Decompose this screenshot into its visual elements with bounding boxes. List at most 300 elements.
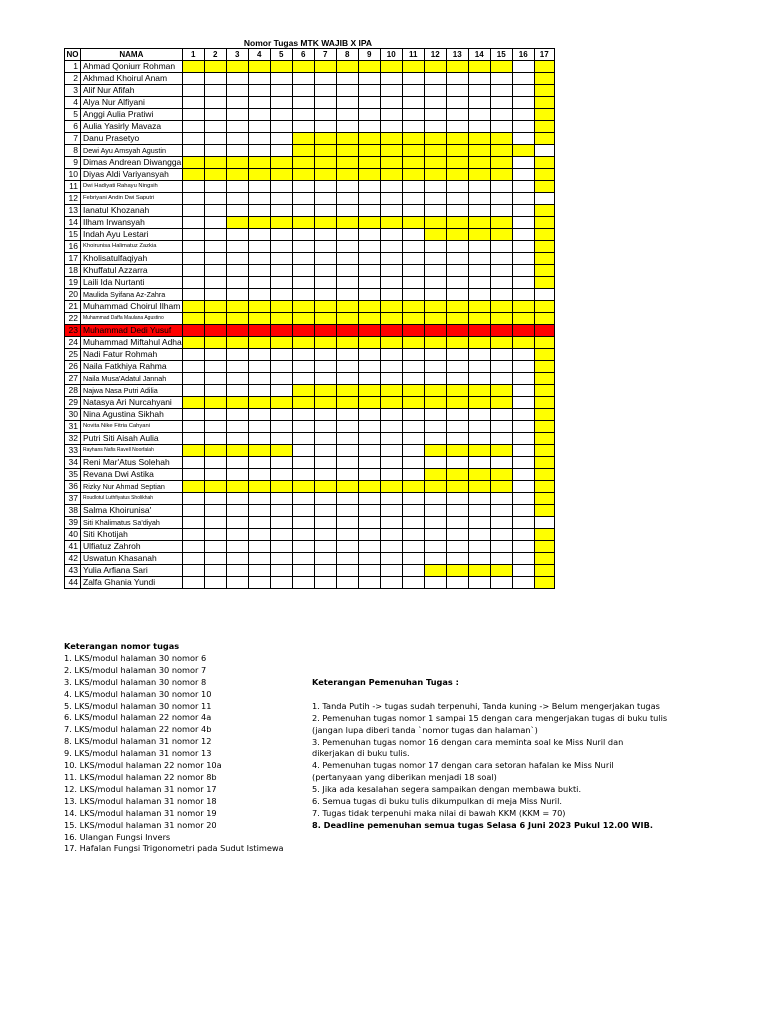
student-name: Muhammad Daffa Maulana Agustino (81, 313, 183, 325)
task-status-cell (468, 73, 490, 85)
task-status-cell (380, 373, 402, 385)
task-status-cell (512, 61, 534, 73)
task-status-cell (336, 409, 358, 421)
student-number: 24 (65, 337, 81, 349)
task-status-cell (446, 193, 468, 205)
task-status-cell (314, 241, 336, 253)
task-legend-item: 15. LKS/modul halaman 31 nomor 20 (64, 819, 217, 830)
task-status-cell (314, 205, 336, 217)
task-status-cell (336, 265, 358, 277)
task-status-cell (468, 229, 490, 241)
task-status-cell (446, 409, 468, 421)
task-status-cell (336, 541, 358, 553)
student-row (65, 61, 555, 73)
task-status-cell (182, 469, 204, 481)
task-status-cell (358, 337, 380, 349)
task-status-cell (534, 445, 554, 457)
task-status-cell (512, 241, 534, 253)
task-status-cell (512, 553, 534, 565)
student-row (65, 313, 555, 325)
task-status-cell (248, 553, 270, 565)
task-status-cell (446, 205, 468, 217)
task-status-cell (314, 181, 336, 193)
task-status-cell (204, 517, 226, 529)
task-status-cell (490, 325, 512, 337)
task-status-cell (292, 337, 314, 349)
task-status-cell (314, 553, 336, 565)
student-name: Ianatul Khozanah (81, 205, 183, 217)
task-status-cell (270, 157, 292, 169)
task-legend-item: 1. LKS/modul halaman 30 nomor 6 (64, 652, 207, 663)
task-status-cell (248, 289, 270, 301)
student-row (65, 181, 555, 193)
task-status-cell (534, 61, 554, 73)
task-status-cell (468, 97, 490, 109)
task-status-cell (182, 97, 204, 109)
student-name: Laili Ida Nurtanti (81, 277, 183, 289)
task-status-cell (204, 409, 226, 421)
task-status-cell (292, 301, 314, 313)
task-status-cell (424, 157, 446, 169)
task-status-cell (490, 481, 512, 493)
task-status-cell (534, 313, 554, 325)
task-status-cell (490, 301, 512, 313)
task-status-cell (292, 289, 314, 301)
task-status-cell (402, 265, 424, 277)
student-row (65, 193, 555, 205)
task-status-cell (534, 217, 554, 229)
student-row (65, 301, 555, 313)
task-status-cell (336, 301, 358, 313)
task-status-cell (534, 577, 554, 589)
task-status-cell (314, 433, 336, 445)
task-status-cell (402, 577, 424, 589)
task-status-cell (534, 277, 554, 289)
task-status-cell (490, 133, 512, 145)
task-status-cell (314, 313, 336, 325)
task-status-cell (446, 313, 468, 325)
task-status-cell (380, 313, 402, 325)
task-status-cell (446, 529, 468, 541)
task-status-cell (292, 181, 314, 193)
task-status-cell (380, 541, 402, 553)
task-status-cell (402, 361, 424, 373)
student-row (65, 577, 555, 589)
task-status-cell (468, 121, 490, 133)
task-status-cell (248, 73, 270, 85)
task-status-cell (292, 97, 314, 109)
task-status-cell (380, 145, 402, 157)
task-status-cell (358, 241, 380, 253)
task-status-cell (512, 529, 534, 541)
student-name: Rayhans Nafis Ravell Noorfalah (81, 445, 183, 457)
task-status-cell (468, 325, 490, 337)
task-status-cell (512, 565, 534, 577)
task-status-cell (226, 61, 248, 73)
task-status-cell (248, 325, 270, 337)
rule-item: 5. Jika ada kesalahan segera sampaikan dengan membawa bukti. (312, 784, 582, 795)
task-status-cell (204, 301, 226, 313)
task-status-cell (204, 277, 226, 289)
task-status-cell (270, 301, 292, 313)
task-status-cell (292, 133, 314, 145)
task-status-cell (424, 553, 446, 565)
task-legend-item: 12. LKS/modul halaman 31 nomor 17 (64, 783, 217, 794)
task-status-cell (402, 409, 424, 421)
task-status-cell (292, 85, 314, 97)
task-status-cell (292, 325, 314, 337)
student-number: 10 (65, 169, 81, 181)
task-status-cell (204, 373, 226, 385)
task-status-cell (490, 529, 512, 541)
task-status-cell (424, 529, 446, 541)
task-status-cell (226, 469, 248, 481)
task-status-cell (512, 433, 534, 445)
task-status-cell (358, 517, 380, 529)
task-status-cell (204, 565, 226, 577)
student-number: 28 (65, 385, 81, 397)
task-status-cell (490, 205, 512, 217)
task-status-cell (468, 457, 490, 469)
task-status-cell (424, 313, 446, 325)
task-legend-item: 13. LKS/modul halaman 31 nomor 18 (64, 795, 217, 806)
task-legend-heading: Keterangan nomor tugas (64, 641, 180, 651)
student-name: Muhammad Choirul Ilham (81, 301, 183, 313)
task-status-cell (182, 361, 204, 373)
task-status-cell (182, 277, 204, 289)
task-status-cell (446, 421, 468, 433)
student-number: 11 (65, 181, 81, 193)
student-number: 16 (65, 241, 81, 253)
task-status-cell (468, 373, 490, 385)
task-status-cell (446, 433, 468, 445)
task-status-cell (424, 493, 446, 505)
task-status-cell (270, 181, 292, 193)
task-status-cell (270, 169, 292, 181)
task-status-cell (402, 565, 424, 577)
task-status-cell (226, 349, 248, 361)
task-status-cell (380, 217, 402, 229)
task-status-cell (226, 169, 248, 181)
task-status-cell (424, 397, 446, 409)
task-status-cell (226, 97, 248, 109)
task-status-cell (424, 205, 446, 217)
task-status-cell (248, 241, 270, 253)
student-number: 7 (65, 133, 81, 145)
task-status-cell (204, 337, 226, 349)
task-status-cell (336, 109, 358, 121)
student-row (65, 325, 555, 337)
task-status-cell (490, 61, 512, 73)
student-row (65, 169, 555, 181)
task-status-cell (446, 133, 468, 145)
task-status-cell (512, 205, 534, 217)
task-status-cell (468, 109, 490, 121)
task-status-cell (204, 193, 226, 205)
task-status-cell (292, 445, 314, 457)
task-status-cell (512, 289, 534, 301)
task-status-cell (292, 277, 314, 289)
task-status-cell (248, 253, 270, 265)
task-status-cell (248, 577, 270, 589)
task-status-cell (248, 409, 270, 421)
task-status-cell (292, 253, 314, 265)
task-status-cell (204, 289, 226, 301)
task-legend-item: 16. Ulangan Fungsi Invers (64, 831, 171, 842)
task-status-table (64, 48, 555, 589)
task-status-cell (358, 229, 380, 241)
task-status-cell (534, 253, 554, 265)
task-status-cell (248, 181, 270, 193)
task-status-cell (490, 241, 512, 253)
task-status-cell (490, 97, 512, 109)
task-status-cell (336, 73, 358, 85)
student-row (65, 289, 555, 301)
task-status-cell (270, 265, 292, 277)
task-status-cell (226, 205, 248, 217)
task-status-cell (424, 409, 446, 421)
task-status-cell (204, 325, 226, 337)
rule-item: 1. Tanda Putih -> tugas sudah terpenuhi, Tanda kuning -> Belum mengerjakan tugas (312, 700, 660, 711)
task-status-cell (402, 517, 424, 529)
task-status-cell (446, 493, 468, 505)
task-status-cell (358, 109, 380, 121)
student-row (65, 529, 555, 541)
task-status-cell (226, 505, 248, 517)
task-status-cell (446, 457, 468, 469)
task-status-cell (182, 205, 204, 217)
student-name: Maulida Syifana Az-Zahra (81, 289, 183, 301)
task-status-cell (226, 481, 248, 493)
student-name: Danu Prasetyo (81, 133, 183, 145)
task-status-cell (446, 577, 468, 589)
task-status-cell (336, 421, 358, 433)
rule-item: (jangan lupa diberi tanda `nomor tugas dan halaman`) (312, 724, 538, 735)
student-name: Diyas Aldi Variyansyah (81, 169, 183, 181)
task-status-cell (468, 469, 490, 481)
task-status-cell (314, 97, 336, 109)
task-status-cell (182, 385, 204, 397)
task-status-cell (468, 553, 490, 565)
rule-item: 2. Pemenuhan tugas nomor 1 sampai 15 dengan cara mengerjakan tugas di buku tulis (312, 712, 668, 723)
task-status-cell (380, 181, 402, 193)
task-status-cell (270, 397, 292, 409)
task-status-cell (490, 493, 512, 505)
task-status-cell (490, 193, 512, 205)
task-status-cell (358, 493, 380, 505)
task-status-cell (226, 157, 248, 169)
task-status-cell (380, 445, 402, 457)
task-status-cell (336, 157, 358, 169)
student-row (65, 445, 555, 457)
task-status-cell (314, 121, 336, 133)
task-status-cell (358, 469, 380, 481)
task-status-cell (446, 337, 468, 349)
task-status-cell (402, 241, 424, 253)
task-status-cell (270, 553, 292, 565)
task-status-cell (380, 73, 402, 85)
student-name: Aulia Yasirly Mavaza (81, 121, 183, 133)
task-status-cell (336, 361, 358, 373)
task-status-cell (270, 193, 292, 205)
task-status-cell (358, 553, 380, 565)
task-status-cell (182, 157, 204, 169)
task-status-cell (226, 565, 248, 577)
task-status-cell (446, 265, 468, 277)
task-status-cell (226, 577, 248, 589)
task-status-cell (204, 397, 226, 409)
task-status-cell (182, 301, 204, 313)
student-name: Naila Fatkhiya Rahma (81, 361, 183, 373)
column-header-task-2: 2 (204, 49, 226, 61)
task-status-cell (402, 181, 424, 193)
student-number: 34 (65, 457, 81, 469)
student-number: 12 (65, 193, 81, 205)
task-status-cell (336, 565, 358, 577)
task-status-cell (534, 181, 554, 193)
task-legend-item: 7. LKS/modul halaman 22 nomor 4b (64, 724, 212, 735)
task-status-cell (446, 553, 468, 565)
task-status-cell (512, 385, 534, 397)
task-status-cell (182, 85, 204, 97)
task-status-cell (204, 469, 226, 481)
student-row (65, 121, 555, 133)
student-name: Zalfa Ghania Yundi (81, 577, 183, 589)
task-status-cell (490, 313, 512, 325)
task-status-cell (358, 133, 380, 145)
task-status-cell (402, 529, 424, 541)
task-status-cell (424, 541, 446, 553)
task-legend-item: 6. LKS/modul halaman 22 nomor 4a (64, 712, 212, 723)
task-status-cell (380, 85, 402, 97)
task-status-cell (468, 145, 490, 157)
student-name: Salma Khoirunisa' (81, 505, 183, 517)
task-status-cell (292, 361, 314, 373)
student-number: 29 (65, 397, 81, 409)
task-legend-item: 3. LKS/modul halaman 30 nomor 8 (64, 676, 207, 687)
task-status-cell (534, 85, 554, 97)
task-status-cell (512, 97, 534, 109)
task-status-cell (424, 277, 446, 289)
task-status-cell (534, 565, 554, 577)
task-status-cell (226, 385, 248, 397)
task-legend-item: 9. LKS/modul halaman 31 nomor 13 (64, 748, 212, 759)
task-status-cell (468, 133, 490, 145)
task-status-cell (534, 289, 554, 301)
task-status-cell (380, 469, 402, 481)
student-row (65, 433, 555, 445)
task-status-cell (468, 517, 490, 529)
task-status-cell (314, 325, 336, 337)
task-status-cell (336, 337, 358, 349)
task-status-cell (336, 481, 358, 493)
task-status-cell (314, 217, 336, 229)
task-status-cell (402, 325, 424, 337)
rules-heading: Keterangan Pemenuhan Tugas : (312, 677, 459, 687)
task-status-cell (292, 529, 314, 541)
student-name: Dimas Andrean Diwangga (81, 157, 183, 169)
task-status-cell (182, 325, 204, 337)
task-status-cell (182, 349, 204, 361)
task-status-cell (402, 397, 424, 409)
student-row (65, 241, 555, 253)
task-status-cell (182, 553, 204, 565)
task-status-cell (468, 433, 490, 445)
task-status-cell (292, 265, 314, 277)
task-status-cell (204, 577, 226, 589)
task-status-cell (204, 541, 226, 553)
task-status-cell (446, 277, 468, 289)
task-status-cell (204, 145, 226, 157)
column-header-task-14: 14 (468, 49, 490, 61)
task-status-cell (512, 85, 534, 97)
task-status-cell (468, 397, 490, 409)
task-status-cell (358, 457, 380, 469)
student-name: Febriyani Andin Dwi Saputri (81, 193, 183, 205)
student-row (65, 349, 555, 361)
task-status-cell (314, 73, 336, 85)
task-status-cell (270, 541, 292, 553)
task-status-cell (292, 73, 314, 85)
task-status-cell (468, 577, 490, 589)
task-legend-item: 5. LKS/modul halaman 30 nomor 11 (64, 700, 212, 711)
task-status-cell (182, 265, 204, 277)
student-row (65, 409, 555, 421)
task-status-cell (292, 505, 314, 517)
task-status-cell (314, 337, 336, 349)
task-status-cell (468, 313, 490, 325)
student-name: Dwi Hadiyati Rahayu Ningsih (81, 181, 183, 193)
task-status-cell (380, 577, 402, 589)
task-status-cell (424, 337, 446, 349)
task-status-cell (402, 385, 424, 397)
task-status-cell (292, 541, 314, 553)
task-status-cell (204, 169, 226, 181)
task-status-cell (380, 565, 402, 577)
task-status-cell (182, 169, 204, 181)
task-status-cell (512, 277, 534, 289)
student-name: Dewi Ayu Amsyah Agustin (81, 145, 183, 157)
task-status-cell (468, 445, 490, 457)
task-status-cell (248, 133, 270, 145)
task-status-cell (248, 505, 270, 517)
task-status-cell (204, 445, 226, 457)
task-status-cell (270, 85, 292, 97)
task-status-cell (292, 469, 314, 481)
task-status-cell (468, 61, 490, 73)
task-status-cell (292, 229, 314, 241)
task-status-cell (424, 169, 446, 181)
task-status-cell (358, 301, 380, 313)
student-number: 8 (65, 145, 81, 157)
task-status-cell (380, 205, 402, 217)
student-number: 44 (65, 577, 81, 589)
task-status-cell (204, 529, 226, 541)
task-status-cell (402, 61, 424, 73)
task-status-cell (468, 241, 490, 253)
task-status-cell (402, 457, 424, 469)
task-status-cell (468, 193, 490, 205)
task-status-cell (314, 277, 336, 289)
task-status-cell (446, 385, 468, 397)
task-status-cell (270, 97, 292, 109)
task-status-cell (336, 217, 358, 229)
task-status-cell (512, 301, 534, 313)
task-status-cell (204, 73, 226, 85)
task-status-cell (292, 205, 314, 217)
task-status-cell (270, 277, 292, 289)
student-name: Muhammad Miftahul Adha (81, 337, 183, 349)
